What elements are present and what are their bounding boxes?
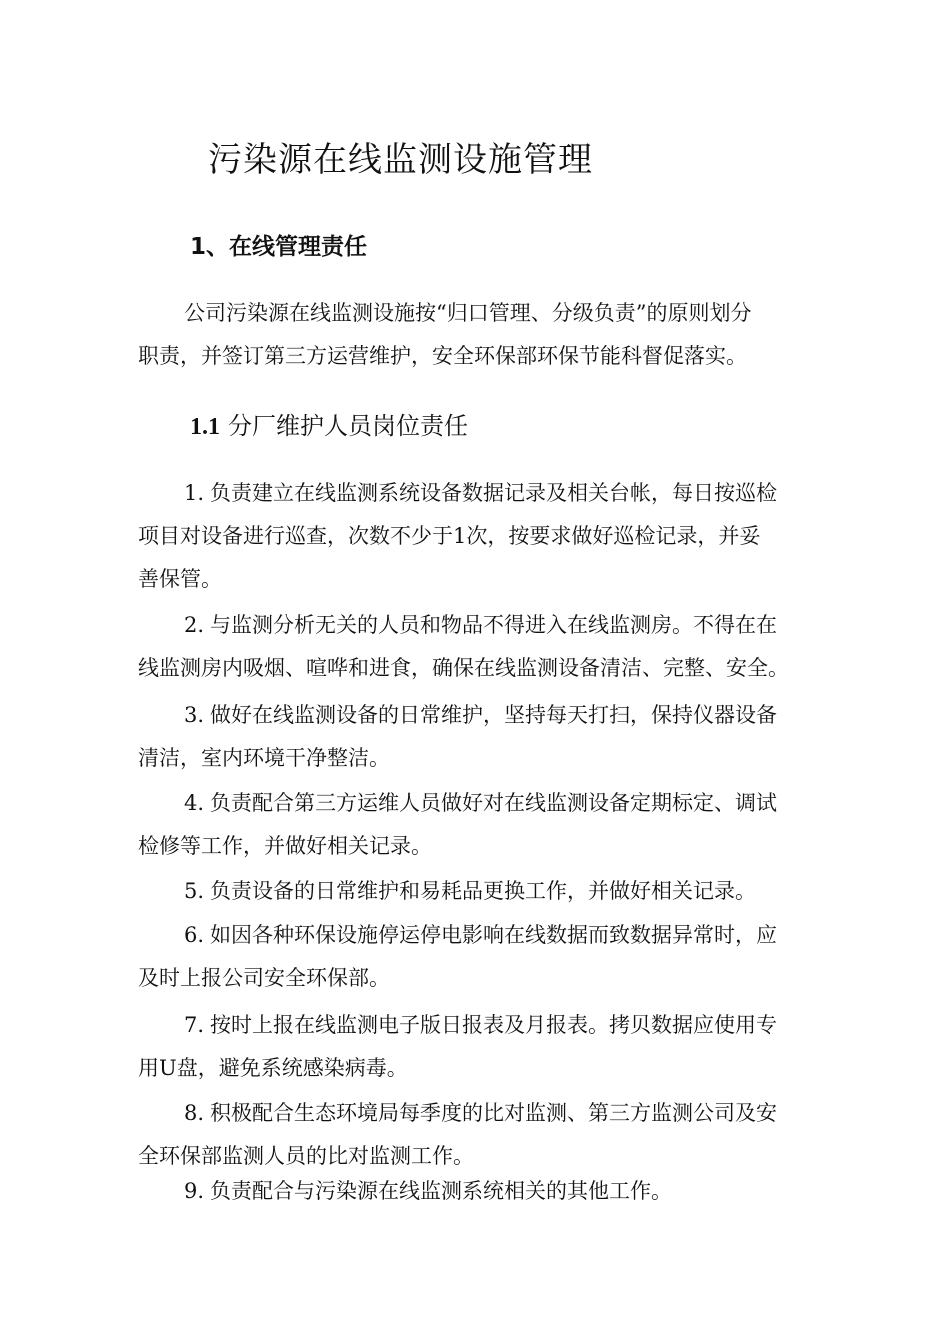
item-text: 负责配合第三方运维人员做好对在线监测设备定期标定、调试 (210, 791, 778, 815)
item-text: 线监测房内吸烟、喧哗和进食，确保在线监测设备清洁、完整、安全。 (138, 656, 789, 680)
list-item (138, 870, 822, 913)
item-text: 负责配合与污染源在线监测系统相关的其他工作。 (210, 1179, 673, 1203)
item-number: 9. (184, 1179, 205, 1203)
item-text: 项目对设备进行巡查，次数不少于1次，按要求做好巡检记录，并妥 (138, 524, 761, 548)
item-text: 负责设备的日常维护和易耗品更换工作，并做好相关记录。 (210, 879, 757, 903)
item-text: 负责建立在线监测系统设备数据记录及相关台帐，每日按巡检 (210, 481, 778, 505)
item-number: 3. (184, 703, 205, 727)
intro-paragraph (138, 292, 822, 378)
item-text: 按时上报在线监测电子版日报表及月报表。拷贝数据应使用专 (210, 1013, 778, 1037)
section-heading-1-1 (190, 406, 468, 441)
list-item (138, 1170, 822, 1213)
item-text: 及时上报公司安全环保部。 (138, 966, 390, 990)
item-number: 5. (184, 879, 205, 903)
item-text: 善保管。 (138, 567, 222, 591)
item-number: 8. (184, 1101, 205, 1125)
list-item (138, 472, 822, 601)
intro-line: 公司污染源在线监测设施按“归口管理、分级负责”的原则划分 (184, 301, 752, 325)
item-number: 2. (184, 613, 205, 637)
list-item (138, 1092, 822, 1178)
page-title: 污染源在线监测设施管理 (208, 140, 593, 180)
item-number: 1. (184, 481, 205, 505)
item-text: 检修等工作，并做好相关记录。 (138, 834, 432, 858)
item-text: 如因各种环保设施停运停电影响在线数据而致数据异常时，应 (210, 923, 778, 947)
item-text: 与监测分析无关的人员和物品不得进入在线监测房。不得在在 (210, 613, 778, 637)
intro-line: 职责，并签订第三方运营维护，安全环保部环保节能科督促落实。 (138, 344, 747, 368)
item-text: 全环保部监测人员的比对监测工作。 (138, 1144, 474, 1168)
item-number: 7. (184, 1013, 205, 1037)
item-text: 用U盘，避免系统感染病毒。 (138, 1056, 408, 1080)
item-text: 做好在线监测设备的日常维护，坚持每天打扫，保持仪器设备 (210, 703, 778, 727)
section-number: 1.1 (190, 414, 220, 440)
section-heading-1: 1、在线管理责任 (190, 234, 368, 260)
item-text: 清洁，室内环境干净整洁。 (138, 746, 390, 770)
list-item (138, 694, 822, 780)
item-number: 6. (184, 923, 205, 947)
list-item (138, 1004, 822, 1090)
item-text: 积极配合生态环境局每季度的比对监测、第三方监测公司及安 (210, 1101, 778, 1125)
list-item (138, 914, 822, 1000)
list-item (138, 782, 822, 868)
item-number: 4. (184, 791, 205, 815)
section-title: 分厂维护人员岗位责任 (228, 412, 468, 440)
list-item (138, 604, 822, 690)
